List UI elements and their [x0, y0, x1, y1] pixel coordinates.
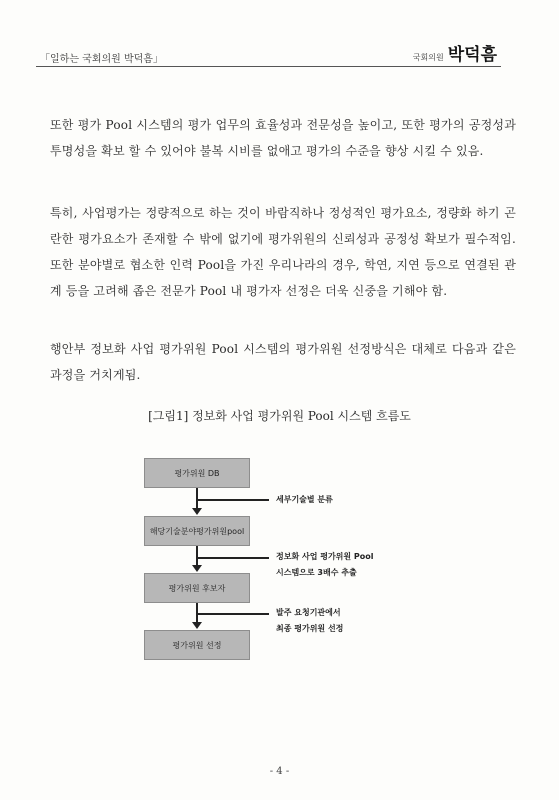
flow-note-extraction	[276, 549, 374, 581]
header-org: 국회의원	[412, 53, 444, 62]
flow-note-line: 최종 평가위원 선정	[276, 624, 344, 633]
figure-title: [그림1] 정보화 사업 평가위원 Pool 시스템 흐름도	[148, 409, 411, 423]
header-name: 박덕흠	[447, 45, 497, 65]
arrow-down-icon	[192, 508, 202, 515]
flow-note-line: 세부기술별 분류	[276, 495, 333, 504]
header-author	[413, 40, 497, 65]
header-doc-title: 「일하는 국회의원 박덕흠」	[40, 54, 163, 65]
paragraph-2: 특히, 사업평가는 정량적으로 하는 것이 바람직하나 정성적인 평가요소, 정량화 하기 곤란한 평가요소가 존재할 수 밖에 없기에 평가위원의 신뢰성과 공정성 확보가 필수적임. 또한 분야별로 협소한 인력 Pool을 가진 우리나라의 경우, 학연, 지연 등으로 연결된 관계 등을 고려해 좁은 전문가 Pool 내 평가자 선정은 더욱 신중을 기해야 함.	[50, 206, 516, 298]
flow-note-line: 정보화 사업 평가위원 Pool	[276, 552, 374, 561]
flow-box-db: 평가위원 DB	[144, 458, 250, 488]
page-number: - 4 -	[269, 766, 290, 777]
flow-note-classification	[276, 492, 333, 508]
header-divider	[36, 66, 501, 67]
flow-connector	[196, 546, 198, 566]
flow-connector	[196, 488, 198, 508]
flow-note-line: 발주 요청기관에서	[276, 608, 341, 617]
flow-box-candidates: 평가위원 후보자	[144, 573, 250, 603]
flow-note-line: 시스템으로 3배수 추출	[276, 568, 357, 577]
note-connector	[197, 557, 269, 559]
paragraph-1: 또한 평가 Pool 시스템의 평가 업무의 효율성과 전문성을 높이고, 또한 평가의 공정성과 투명성을 확보 할 수 있어야 불복 시비를 없애고 평가의 수준을 향상 시킬 수 있음.	[50, 118, 516, 158]
note-connector	[197, 613, 269, 615]
flow-box-selection: 평가위원 선정	[144, 630, 250, 660]
arrow-down-icon	[192, 565, 202, 572]
flow-note-selection	[276, 605, 343, 637]
note-connector	[197, 499, 269, 501]
paragraph-3: 행안부 정보화 사업 평가위원 Pool 시스템의 평가위원 선정방식은 대체로 다음과 같은 과정을 거치게됨.	[50, 342, 516, 382]
flow-box-pool: 해당기술분야평가위원pool	[144, 516, 250, 546]
arrow-down-icon	[192, 622, 202, 629]
